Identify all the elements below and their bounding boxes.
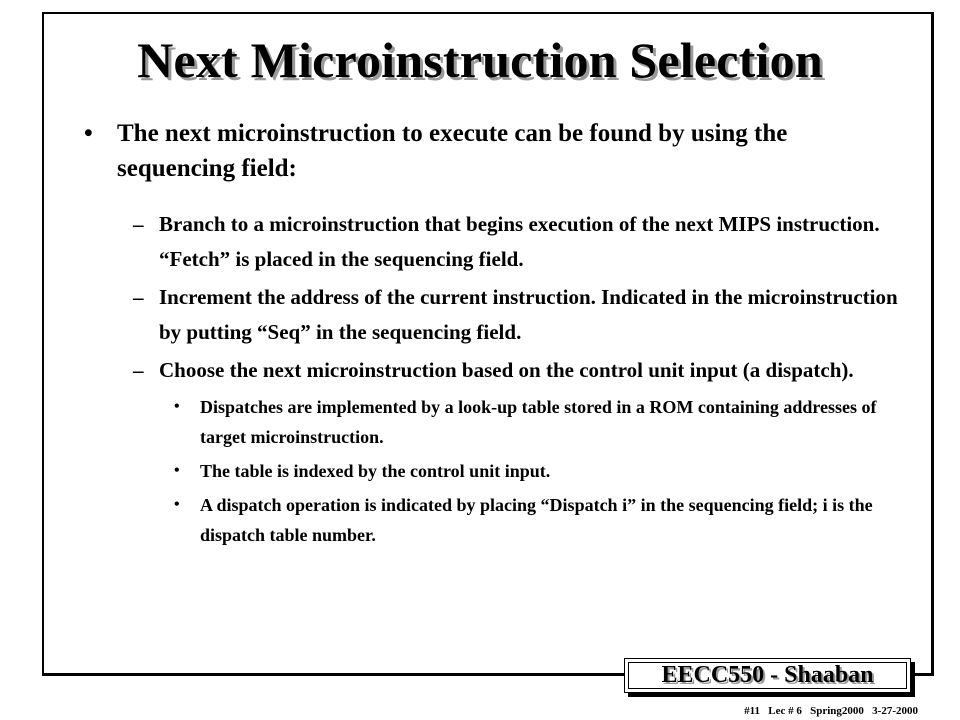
dash-marker: – <box>133 212 144 236</box>
bullet-marker: • <box>84 120 93 147</box>
course-label-box <box>624 658 916 698</box>
slide-content <box>82 116 902 554</box>
bullet-marker: • <box>174 496 180 513</box>
nested-bullet-text: Dispatches are implemented by a look-up table stored in a ROM containing addresses of target microinstruction. <box>200 397 877 447</box>
bullet-text: The next microinstruction to execute can be found by using the sequencing field: <box>117 120 788 182</box>
nested-bullet-item <box>82 490 902 550</box>
nested-bullet-item <box>82 456 902 486</box>
slide-title: Next Microinstruction Selection <box>137 32 823 88</box>
bullet-marker: • <box>174 398 180 415</box>
sub-bullet-item <box>82 280 902 350</box>
sub-bullet-item <box>82 353 902 388</box>
sub-bullet-item <box>82 207 902 277</box>
dash-marker: – <box>133 285 144 309</box>
dash-marker: – <box>133 358 144 382</box>
bullet-marker: • <box>174 462 180 479</box>
course-label-inner-border <box>628 662 907 689</box>
course-label-panel <box>624 658 911 693</box>
sub-bullet-text: Branch to a microinstruction that begins execution of the next MIPS instruction. “Fetch” is placed in the sequencing field. <box>159 212 880 271</box>
sub-bullet-text: Choose the next microinstruction based on the control unit input (a dispatch). <box>159 358 854 382</box>
slide-meta: #11 Lec # 6 Spring2000 3-27-2000 <box>744 705 918 717</box>
sub-bullet-text: Increment the address of the current instruction. Indicated in the microinstruction by putting “Seq” in the sequencing field. <box>159 285 898 344</box>
nested-bullet-text: A dispatch operation is indicated by placing “Dispatch i” in the sequencing field; i is the dispatch table number. <box>200 495 873 545</box>
nested-bullet-item <box>82 392 902 452</box>
nested-bullet-text: The table is indexed by the control unit input. <box>200 461 551 481</box>
course-label: EECC550 - Shaaban <box>661 662 874 688</box>
bullet-item <box>82 116 902 186</box>
